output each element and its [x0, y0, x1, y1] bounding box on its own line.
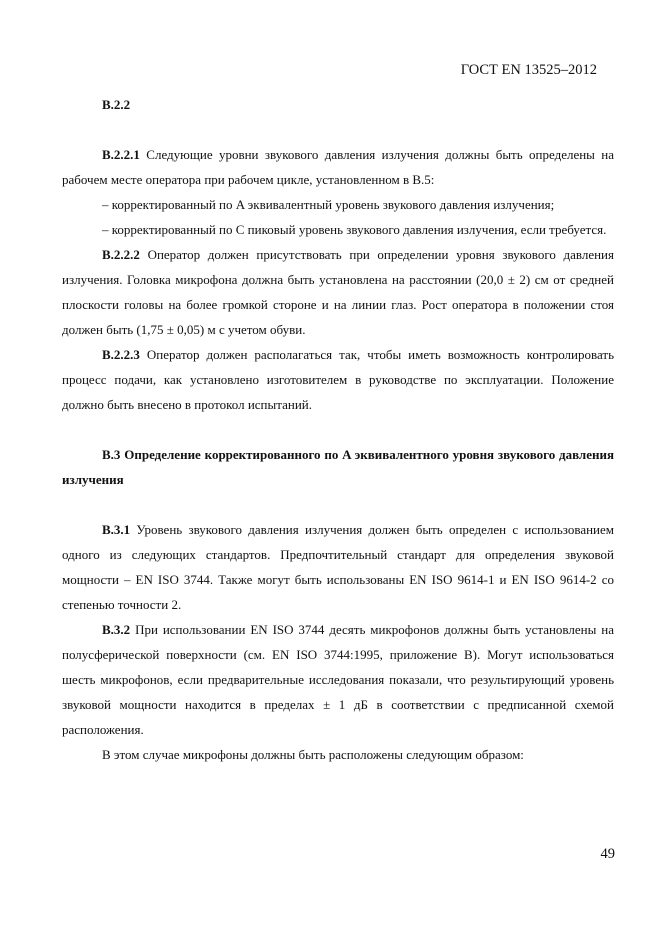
paragraph-text: При использовании EN ISO 3744 десять микрофонов должны быть установлены на полусферической поверхности (см. EN ISO 3744:1995, приложение B). Могут использоваться шесть микрофонов, если предварительные исследования показали, что результирующий уровень звуковой мощности находится в пределах ± 1 дБ в соответствии с предписанной схемой расположения. [62, 622, 614, 737]
list-item: – корректированный по C пиковый уровень звукового давления излучения, если требуется. [102, 222, 607, 237]
page-number: 49 [600, 846, 615, 862]
section-b22-heading [62, 92, 614, 117]
paragraph-closing: В этом случае микрофоны должны быть расположены следующим образом: [102, 747, 524, 762]
document-header: ГОСТ EN 13525–2012 [460, 62, 597, 78]
spacer [62, 117, 614, 142]
paragraph-text: Оператор должен располагаться так, чтобы иметь возможность контролировать процесс подачи, как установлено изготовителем в руководстве по эксплуатации. Положение должно быть внесено в протокол испытаний. [62, 347, 615, 412]
section-number: B.3 [102, 447, 121, 462]
section-number: B.2.2.2 [102, 247, 140, 262]
section-number: B.2.2.1 [102, 147, 140, 162]
paragraph-text: Уровень звукового давления излучения должен быть определен с использованием одного из следующих стандартов. Предпочтительный стандарт для определения звуковой мощности – EN ISO 3744. Также могут быть использованы EN ISO 9614-1 и EN ISO 9614-2 со степенью точности 2. [62, 522, 614, 612]
section-number: B.2.2.3 [102, 347, 140, 362]
section-number: B.3.2 [102, 622, 131, 637]
paragraph-text: Следующие уровни звукового давления излучения должны быть определены на рабочем месте оператора при рабочем цикле, установленном в B.5: [62, 147, 614, 187]
document-body [62, 92, 614, 767]
spacer [62, 492, 614, 517]
section-number: B.2.2 [102, 97, 131, 112]
paragraph-text: Оператор должен присутствовать при определении уровня звукового давления излучения. Головка микрофона должна быть установлена на расстоянии (20,0 ± 2) см от средней плоскости головы на более громкой стороне и на линии глаз. Рост оператора в положении стоя должен быть (1,75 ± 0,05) м с учетом обуви. [62, 247, 614, 337]
paragraph-b32 [62, 617, 614, 742]
paragraph-b31 [62, 517, 614, 617]
spacer [62, 417, 614, 442]
paragraph-b222 [62, 242, 614, 342]
section-title: Определение корректированного по A эквивалентного уровня звукового давления излучения [62, 447, 615, 487]
section-b3-heading [62, 442, 614, 492]
paragraph-b223 [62, 342, 614, 417]
paragraph-b221 [62, 142, 614, 192]
section-number: B.3.1 [102, 522, 131, 537]
list-item: – корректированный по A эквивалентный уровень звукового давления излучения; [102, 197, 555, 212]
